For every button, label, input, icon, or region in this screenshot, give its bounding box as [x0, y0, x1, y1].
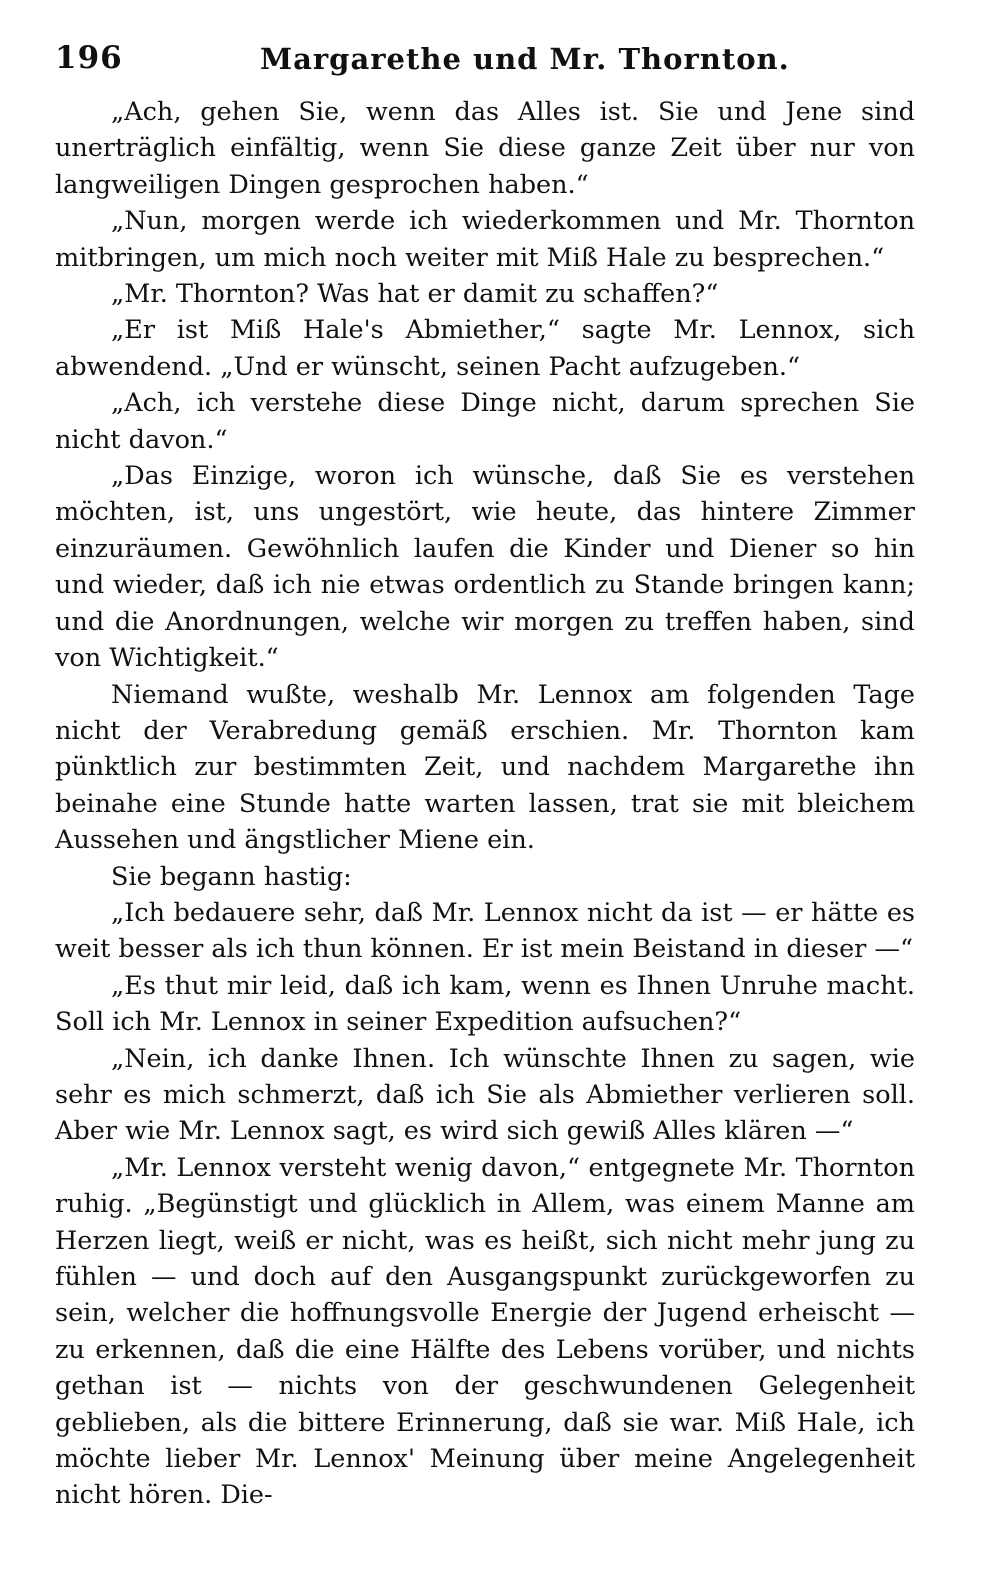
page-number: 196: [55, 40, 123, 76]
paragraph: Sie begann hastig:: [111, 861, 352, 892]
body-text: [55, 94, 915, 1514]
paragraph: „Es thut mir leid, daß ich kam, wenn es Ihnen Unruhe macht. Soll ich Mr. Lennox in seiner Expedition aufsuchen?“: [55, 970, 915, 1038]
paragraph: „Nun, morgen werde ich wiederkommen und Mr. Thornton mitbringen, um mich noch weiter mit Miß Hale zu besprechen.“: [55, 206, 915, 273]
running-title: Margarethe und Mr. Thornton.: [260, 42, 790, 76]
paragraph: „Mr. Thornton? Was hat er damit zu schaffen?“: [111, 279, 719, 310]
paragraph: „Mr. Lennox versteht wenig davon,“ entgegnete Mr. Thornton ruhig. „Begünstigt und glücklich in Allem, was einem Manne am Herzen liegt, weiß er nicht, was es heißt, sich nicht mehr jung zu fühlen — und doch auf den Ausgangspunkt zurückgeworfen zu sein, welcher die hoffnungsvolle Energie der Jugend erheischt — zu erkennen, daß die eine Hälfte des Lebens vorüber, und nichts gethan ist — nichts von der geschwundenen Gelegenheit geblieben, als die bittere Erinnerung, daß sie war. Miß Hale, ich möchte lieber Mr. Lennox' Meinung über meine Angelegenheit nicht hören. Die-: [55, 1152, 915, 1511]
paragraph: „Nein, ich danke Ihnen. Ich wünschte Ihnen zu sagen, wie sehr es mich schmerzt, daß ich Sie als Abmiether verlieren soll. Aber wie Mr. Lennox sagt, es wird sich gewiß Alles klären —“: [55, 1043, 915, 1147]
paragraph: Niemand wußte, weshalb Mr. Lennox am folgenden Tage nicht der Verabredung gemäß erschien. Mr. Thornton kam pünktlich zur bestimmten Zeit, und nachdem Margarethe ihn beinahe eine Stunde hatte warten lassen, trat sie mit bleichem Aussehen und ängstlicher Miene ein.: [55, 679, 915, 856]
paragraph: „Ich bedauere sehr, daß Mr. Lennox nicht da ist — er hätte es weit besser als ich thun können. Er ist mein Beistand in dieser —“: [55, 897, 915, 965]
book-page: [55, 38, 915, 1514]
paragraph: „Das Einzige, woron ich wünsche, daß Sie es verstehen möchten, ist, uns ungestört, wie heute, das hintere Zimmer einzuräumen. Gewöhnlich laufen die Kinder und Diener so hin und wieder, daß ich nie etwas ordentlich zu Stande bringen kann; und die Anordnungen, welche wir morgen zu treffen haben, sind von Wichtigkeit.“: [55, 461, 915, 674]
paragraph: „Ach, ich verstehe diese Dinge nicht, darum sprechen Sie nicht davon.“: [55, 388, 915, 455]
paragraph: „Er ist Miß Hale's Abmiether,“ sagte Mr. Lennox, sich abwendend. „Und er wünscht, seinen Pacht aufzugeben.“: [55, 315, 915, 382]
page-header: [55, 38, 915, 94]
paragraph: „Ach, gehen Sie, wenn das Alles ist. Sie und Jene sind unerträglich einfältig, wenn Sie diese ganze Zeit über nur von langweiligen Dingen gesprochen haben.“: [55, 97, 915, 200]
